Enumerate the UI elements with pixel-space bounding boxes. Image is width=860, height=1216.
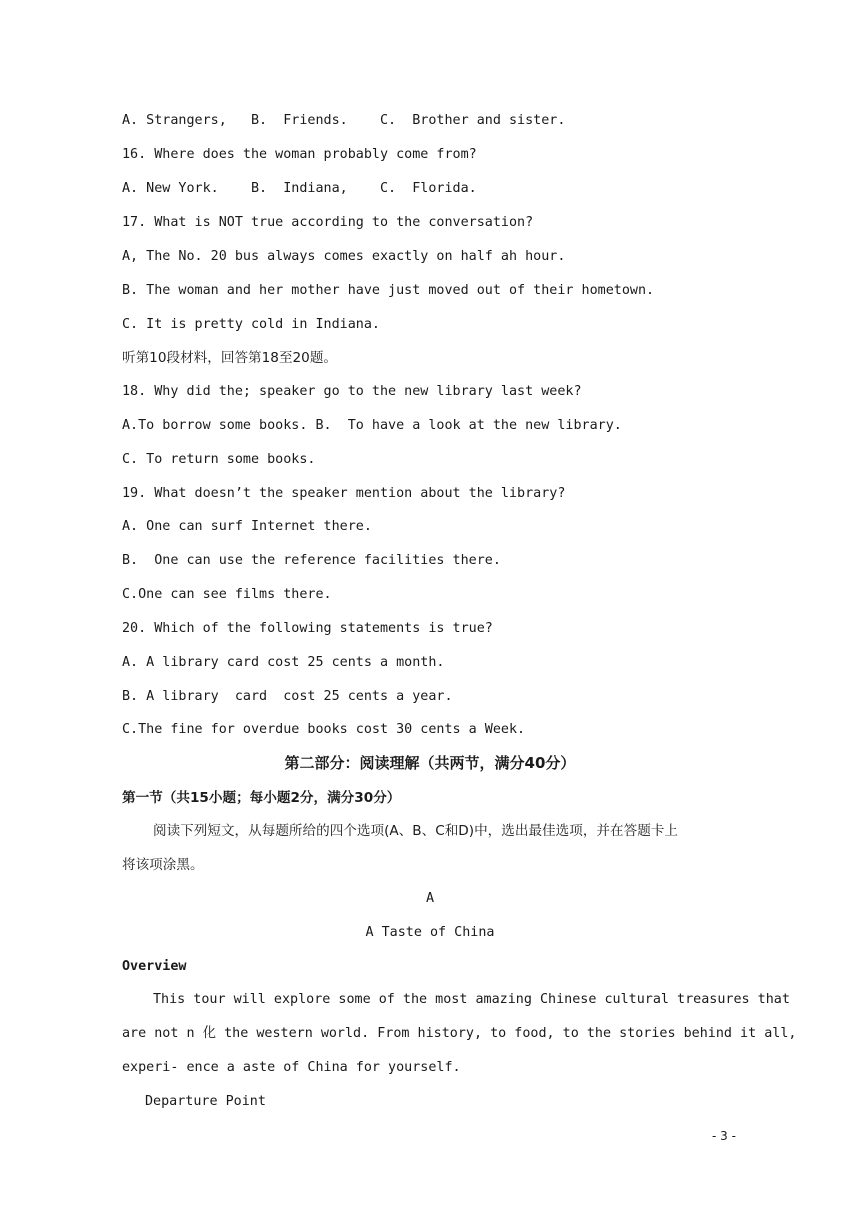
option-20b: B. A library card cost 25 cents a year. — [122, 689, 453, 704]
page-number: - 3 - — [712, 1129, 736, 1143]
question-18: 18. Why did the; speaker go to the new library last week? — [122, 384, 582, 399]
answer-options-15: A. Strangers, B. Friends. C. Brother and sister. — [122, 113, 566, 128]
subsection-title: 第一节（共15小题；每小题2分，满分30分） — [122, 790, 401, 806]
instruction-line-1: 阅读下列短文，从每题所给的四个选项(A、B、C和D)中，选出最佳选项，并在答题卡上 — [153, 823, 678, 839]
option-17a: A, The No. 20 bus always comes exactly on half ah hour. — [122, 249, 566, 264]
listening-instruction: 听第10段材料，回答第18至20题。 — [122, 350, 338, 366]
option-18ab: A.To borrow some books. B. To have a look at the new library. — [122, 418, 622, 433]
departure-point-heading: Departure Point — [145, 1094, 266, 1109]
option-20a: A. A library card cost 25 cents a month. — [122, 655, 445, 670]
question-17: 17. What is NOT true according to the conversation? — [122, 215, 534, 230]
overview-para-line-2: are not n 化 the western world. From history, to food, to the stories behind it all, — [122, 1026, 797, 1041]
option-20c: C.The fine for overdue books cost 30 cents a Week. — [122, 722, 526, 737]
overview-heading: Overview — [122, 959, 187, 974]
question-16: 16. Where does the woman probably come from? — [122, 147, 477, 162]
passage-title: A Taste of China — [365, 925, 495, 940]
question-20: 20. Which of the following statements is true? — [122, 621, 493, 636]
instruction-line-2: 将该项涂黑。 — [122, 857, 204, 873]
option-19b: B. One can use the reference facilities there. — [122, 553, 501, 568]
option-19c: C.One can see films there. — [122, 587, 332, 602]
passage-letter: A — [425, 891, 435, 906]
option-17b: B. The woman and her mother have just moved out of their hometown. — [122, 283, 655, 298]
question-19: 19. What doesn’t the speaker mention about the library? — [122, 486, 566, 501]
option-18c: C. To return some books. — [122, 452, 316, 467]
overview-para-line-3: experi- ence a aste of China for yourself. — [122, 1060, 461, 1075]
overview-para-line-1: This tour will explore some of the most amazing Chinese cultural treasures that — [153, 992, 790, 1007]
option-19a: A. One can surf Internet there. — [122, 519, 372, 534]
answer-options-16: A. New York. B. Indiana, C. Florida. — [122, 181, 477, 196]
part-title: 第二部分：阅读理解（共两节，满分40分） — [284, 754, 576, 772]
option-17c: C. It is pretty cold in Indiana. — [122, 317, 380, 332]
